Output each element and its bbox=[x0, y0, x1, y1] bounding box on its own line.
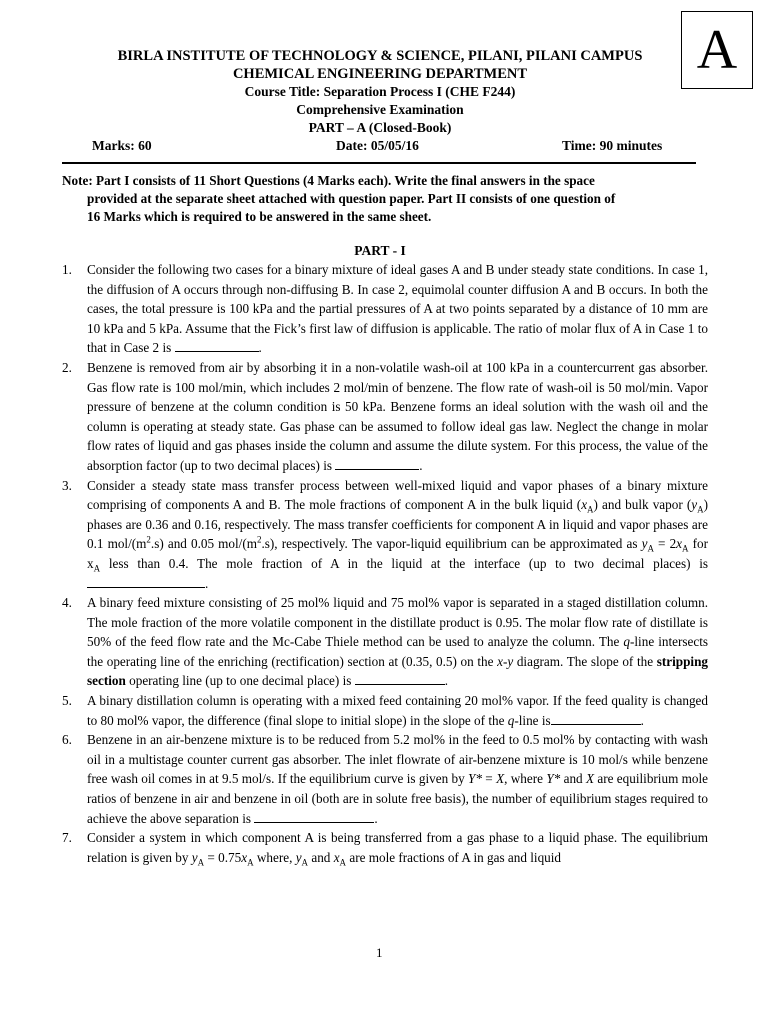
question-item: 1. Consider the following two cases for a binary mixture of ideal gases A and B under steady state conditions. In case 1, the diffusion of A occurs through non-diffusing B. In case 2, equimolal counter diffusion A and B occurs. In both the cases, the total pressure is 100 kPa and the partial pressures of A at two points separated by a distance of 10 mm are 10 kPa and 5 kPa. Assume that the Fick’s first law of diffusion is applicable. The ratio of molar flux of A in Case 1 to that in Case 2 is . bbox=[62, 262, 708, 356]
time-label: Time: 90 minutes bbox=[562, 138, 663, 153]
question-text: Benzene in an air-benzene mixture is to be reduced from 5.2 mol% in the feed to 0.5 mol% by contacting with wash oil in a multistage counter current gas absorber. The inlet flowrate of air-benzene mixture is 10 mol/s while benzene free wash oil comes in at 9.5 mol/s. If the equilibrium curve is given by bbox=[87, 732, 708, 787]
marks-label: Marks: 60 bbox=[92, 138, 152, 153]
exam-title: Comprehensive Examination bbox=[296, 102, 464, 117]
answer-blank bbox=[355, 672, 445, 685]
part-heading: PART – A (Closed-Book) bbox=[308, 120, 452, 135]
question-text: Consider a system in which component A is being transferred from a gas phase to a liquid phase. The equilibrium relation is given by bbox=[87, 830, 708, 865]
note-line-1: Note: Part I consists of 11 Short Questions (4 Marks each). Write the final answers in the space bbox=[62, 173, 595, 188]
note-line-3: 16 Marks which is required to be answered in the same sheet. bbox=[87, 209, 432, 224]
var-x-cap: X bbox=[496, 771, 505, 787]
answer-blank bbox=[254, 810, 374, 823]
subscript-a: A bbox=[247, 857, 254, 868]
var-xy: x-y bbox=[497, 653, 514, 669]
superscript-2: 2 bbox=[256, 534, 262, 545]
question-text: .s), respectively. The vapor-liquid equilibrium can be approximated as bbox=[261, 536, 642, 552]
question-text: ) and bulk vapor ( bbox=[593, 497, 692, 513]
question-text: diagram. The slope of the bbox=[513, 653, 657, 669]
question-number: 2. bbox=[62, 359, 72, 375]
question-text: ) phases are 0.36 and 0.16, respectively. The mass transfer coefficients for component A in liquid and vapor phases are 0.1 mol/(m bbox=[87, 497, 708, 552]
question-number: 3. bbox=[62, 477, 72, 493]
question-text: = 0.75 bbox=[204, 849, 242, 865]
question-number: 7. bbox=[62, 830, 72, 846]
question-text: and bbox=[308, 849, 334, 865]
answer-blank bbox=[551, 712, 641, 725]
answer-blank bbox=[87, 575, 205, 588]
course-title: Course Title: Separation Process I (CHE F244) bbox=[244, 84, 516, 99]
header-divider bbox=[62, 162, 696, 164]
question-text: Consider the following two cases for a binary mixture of ideal gases A and B under steady state conditions. In case 1, the diffusion of A occurs through non-diffusing B. In case 2, equimolal counter diffusion A and B occurs. In both the cases, the total pressure is 100 kPa and the partial pressures of A at two points separated by a distance of 10 mm are 10 kPa and 5 kPa. Assume that the Fick’s first law of diffusion is applicable. The ratio of molar flux of A in Case 1 to that in Case 2 is bbox=[87, 262, 708, 356]
subscript-a: A bbox=[93, 563, 101, 574]
question-list bbox=[62, 260, 708, 867]
question-text: , where bbox=[504, 771, 547, 787]
question-text: less than 0.4. The mole fraction of A in the liquid at the interface (up to two decimal places) is bbox=[100, 555, 708, 571]
subscript-a: A bbox=[301, 857, 309, 868]
subscript-a: A bbox=[647, 543, 654, 554]
var-y-star: Y* bbox=[546, 771, 561, 787]
date-label: Date: 05/05/16 bbox=[336, 138, 419, 153]
emphasis-stripping-section: stripping section bbox=[87, 653, 709, 689]
question-text: are equilibrium mole ratios of benzene in air and benzene in oil (both are in solute free basis), the number of equilibrium stages required to achieve the above separation is bbox=[87, 771, 709, 826]
var-x: x bbox=[333, 849, 340, 865]
question-text: Consider a steady state mass transfer process between well-mixed liquid and vapor phases of a binary mixture comprising of components A and B. The mole fractions of component A in the bulk liquid ( bbox=[87, 477, 708, 513]
var-x: x bbox=[676, 536, 683, 552]
question-item: 2. Benzene is removed from air by absorbing it in a non-volatile wash-oil at 100 kPa in a countercurrent gas absorber. Gas flow rate is 100 mol/min, which includes 2 mol/min of benzene. The flow rate of wash-oil is 50 mol/min. Vapor pressure of benzene at the column condition is 50 kPa. Benzene forms an ideal solution with the wash oil and the column is operating at steady state. Gas phase can be assumed to follow ideal gas law. Neglect the change in molar flow rates of liquid and gas phases inside the column and assume the dilute system. For this process, the value of the absorption factor (up to two decimal places) is . bbox=[62, 359, 708, 473]
question-item: 3. Consider a steady state mass transfer process between well-mixed liquid and vapor phases of a binary mixture comprising of components A and B. The mole fractions of component A in the bulk liquid $(x_A)$ and bulk vapor $(y_A)$ phases are 0.36 and 0.16, respectively. The mass transfer coefficients for component A in liquid and vapor phases are 0.1 mol/$(m^2.s)$ and 0.05 mol/$(m^2.s)$, respectively. The vapor-liquid equilibrium can be approximated as $y_A = 2x_A$ for $x_A$ less than 0.4. The mole fraction of A in the liquid at the interface (up to two decimal places) is . bbox=[62, 477, 709, 591]
var-q: q bbox=[623, 634, 630, 650]
question-item: 5. A binary distillation column is operating with a mixed feed containing 20 mol% vapor. If the feed quality is changed to 80 mol% vapor, the difference (final slope to initial slope) in the slope of the q-line is . bbox=[62, 693, 708, 728]
question-text: A binary distillation column is operating with a mixed feed containing 20 mol% vapor. If the feed quality is changed to 80 mol% vapor, the difference (final slope to initial slope) in the slope of the bbox=[87, 693, 708, 728]
question-text: .s) and 0.05 mol/(m bbox=[150, 536, 257, 552]
var-y-star: Y* bbox=[468, 771, 482, 787]
var-x: x bbox=[241, 849, 248, 865]
question-text: and bbox=[560, 771, 586, 787]
part-one-title: PART - I bbox=[354, 243, 406, 258]
question-text: = bbox=[481, 771, 497, 787]
subscript-a: A bbox=[587, 504, 594, 515]
department-name: CHEMICAL ENGINEERING DEPARTMENT bbox=[232, 66, 528, 82]
instructions-note bbox=[62, 172, 704, 226]
question-text: where, bbox=[253, 849, 296, 865]
institute-name: BIRLA INSTITUTE OF TECHNOLOGY & SCIENCE, PILANI, PILANI CAMPUS bbox=[117, 48, 643, 64]
question-text: = 2 bbox=[653, 536, 677, 552]
var-y: y bbox=[295, 849, 302, 865]
paper-code-letter: A bbox=[696, 19, 738, 81]
var-y: y bbox=[691, 497, 698, 513]
question-number: 4. bbox=[62, 595, 72, 611]
superscript-2: 2 bbox=[146, 534, 151, 545]
subscript-a: A bbox=[697, 504, 704, 515]
question-item: 6. Benzene in an air-benzene mixture is to be reduced from 5.2 mol% in the feed to 0.5 mol% by contacting with wash oil in a multistage counter current gas absorber. The inlet flowrate of air-benzene mixture is 10 mol/s while benzene free wash oil comes in at 9.5 mol/s. If the equilibrium curve is given by Y* = X, where Y* and X are equilibrium mole ratios of benzene in air and benzene in oil (both are in solute free basis), the number of equilibrium stages required to achieve the above separation is . bbox=[62, 732, 709, 826]
question-item: 4. A binary feed mixture consisting of 25 mol% liquid and 75 mol% vapor is separated in a staged distillation column. The mole fraction of the more volatile component in the distillate product is 0.95. The molar flow rate of distillate is 50% of the feed flow rate and the Mc-Cabe Thiele method can be used to analyze the column. The q-line intersects the operating line of the enriching (rectification) section at (0.35, 0.5) on the x-y diagram. The slope of the stripping section operating line (up to one decimal place) is . bbox=[62, 595, 709, 689]
subscript-a: A bbox=[682, 543, 689, 554]
question-text: are mole fractions of A in gas and liquid bbox=[346, 849, 562, 865]
var-y: y bbox=[641, 536, 648, 552]
var-x: x bbox=[581, 497, 588, 513]
answer-blank bbox=[175, 339, 259, 352]
subscript-a: A bbox=[197, 857, 205, 868]
var-x-cap: X bbox=[585, 771, 595, 787]
note-line-2: provided at the separate sheet attached with question paper. Part II consists of one question of bbox=[87, 191, 616, 206]
subscript-a: A bbox=[339, 857, 347, 868]
question-text: for x bbox=[87, 536, 709, 571]
question-number: 5. bbox=[62, 693, 72, 709]
var-q: q bbox=[507, 712, 515, 728]
question-text: Benzene is removed from air by absorbing it in a non-volatile wash-oil at 100 kPa in a countercurrent gas absorber. Gas flow rate is 100 mol/min, which includes 2 mol/min of benzene. The flow rate of wash-oil is 50 mol/min. Vapor pressure of benzene at the column condition is 50 kPa. Benzene forms an ideal solution with the wash oil and the column is operating at steady state. Gas phase can be assumed to follow ideal gas law. Neglect the change in molar flow rates of liquid and gas phases inside the column and assume the dilute system. For this process, the value of the absorption factor (up to two decimal places) is bbox=[87, 359, 708, 473]
question-text: -line intersects the operating line of the enriching (rectification) section at (0.35, 0.5) on the bbox=[87, 634, 708, 669]
question-number: 6. bbox=[62, 732, 72, 748]
answer-blank bbox=[335, 457, 419, 470]
var-y: y bbox=[191, 849, 198, 865]
question-text: operating line (up to one decimal place) is bbox=[125, 673, 352, 689]
question-number: 1. bbox=[62, 262, 72, 277]
question-text: -line is bbox=[514, 712, 551, 728]
question-item bbox=[62, 828, 708, 867]
page-number: 1 bbox=[376, 945, 383, 960]
question-text: A binary feed mixture consisting of 25 mol% liquid and 75 mol% vapor is separated in a staged distillation column. The mole fraction of the more volatile component in the distillate product is 0.95. The molar flow rate of distillate is 50% of the feed flow rate and the Mc-Cabe Thiele method can be used to analyze the column. The bbox=[87, 595, 708, 650]
